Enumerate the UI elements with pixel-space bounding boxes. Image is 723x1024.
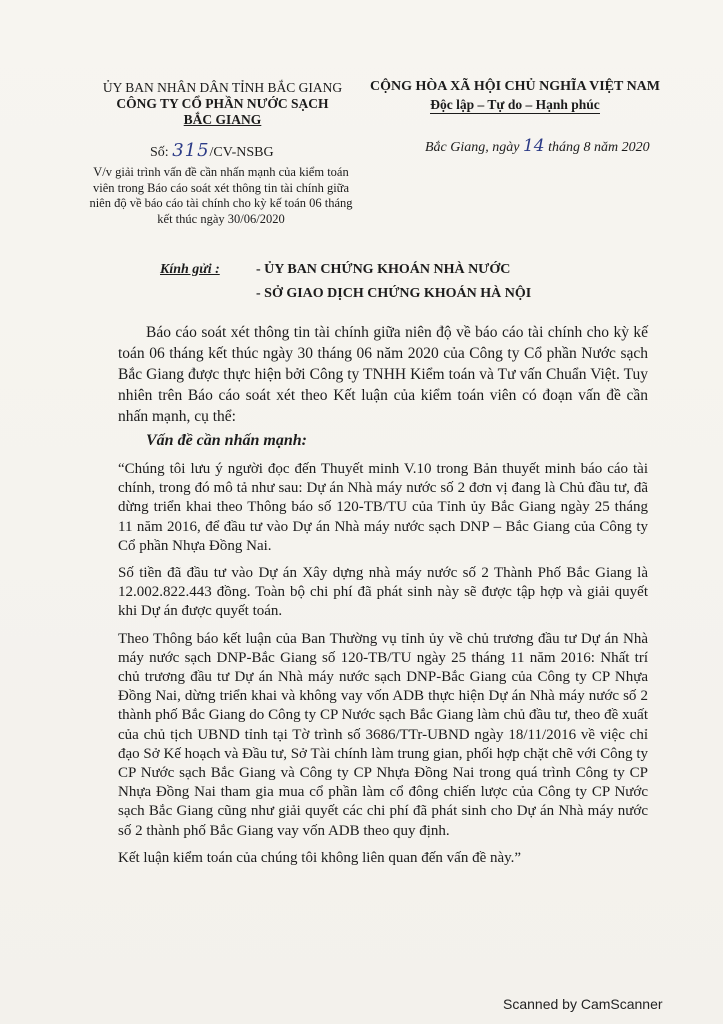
recipients-label: Kính gửi : (160, 262, 220, 277)
document-number-suffix: /CV-NSBG (209, 145, 274, 160)
national-header (365, 78, 665, 114)
date-prefix: Bắc Giang, ngày (425, 140, 520, 155)
issuer-company-location: BẮC GIANG (183, 112, 262, 127)
document-number (150, 140, 274, 161)
quote-paragraph-2: Số tiền đã đầu tư vào Dự án Xây dựng nhà máy nước số 2 Thành Phố Bắc Giang là 12.002.822.443 đồng. Toàn bộ chi phí đã phát sinh này sẽ được tập hợp và giải quyết khi Dự án được quyết toán. (118, 565, 648, 620)
national-motto: Độc lập – Tự do – Hạnh phúc (430, 97, 600, 112)
document-date (425, 136, 650, 156)
issuer-header (95, 80, 350, 128)
document-number-handwritten: 315 (172, 140, 210, 161)
national-title: CỘNG HÒA XÃ HỘI CHỦ NGHĨA VIỆT NAM (369, 79, 660, 94)
quote-paragraph-4: Kết luận kiểm toán của chúng tôi không liên quan đến vấn đề này.” (118, 849, 522, 866)
quote-paragraph-1: “Chúng tôi lưu ý người đọc đến Thuyết minh V.10 trong Bản thuyết minh báo cáo tài chính, trong đó mô tả như sau: Dự án Nhà máy nước số 2 đơn vị đang là Chủ đầu tư, đã dừng triển khai theo Thông báo số 120-TB/TU của Tỉnh ủy Bắc Giang ngày 25 tháng 11 năm 2016, để đầu tư vào Dự án Nhà máy nước sạch DNP – Bắc Giang của Công ty Cổ phần Nhựa Đồng Nai. (118, 461, 648, 554)
quote-paragraph-3: Theo Thông báo kết luận của Ban Thường vụ tỉnh ủy về chủ trương đầu tư Dự án Nhà máy nước sạch DNP-Bắc Giang số 120-TB/TU ngày 25 tháng 11 năm 2016: Nhất trí chủ trương đầu tư Dự án Nhà máy nước sạch DNP-Bắc Giang của Công ty CP Nhựa Đồng Nai, dừng triển khai và không vay vốn ADB thực hiện Dự án Nhà máy nước số 2 thành phố Bắc Giang do Công ty CP Nước sạch Bắc Giang làm chủ đầu tư, theo đề xuất của chủ tịch UBND tỉnh tại Tờ trình số 3686/TTr-UBND ngày 18/11/2016 về việc chỉ đạo Sở Kế hoạch và Đầu tư, Sở Tài chính làm trung gian, phối hợp chặt chẽ với Công ty CP Nước sạch Bắc Giang và Công ty CP Nhựa Đồng Nai trong quá trình Công ty CP Nhựa Đồng Nai tham gia mua cổ phần làm cổ đông chiến lược của Công ty CP Nước sạch Bắc Giang cũng như giải quyết các chi phí đã phát sinh cho Dự án Nhà máy nước số 2 thành phố Bắc Giang vay vốn ADB theo quy định. (118, 630, 648, 839)
date-handwritten-day: 14 (522, 136, 545, 156)
recipient-2: - SỞ GIAO DỊCH CHỨNG KHOÁN HÀ NỘI (256, 286, 532, 301)
recipient-1: - ỦY BAN CHỨNG KHOÁN NHÀ NƯỚC (256, 262, 511, 277)
date-suffix: tháng 8 năm 2020 (548, 140, 650, 155)
issuer-company: CÔNG TY CỔ PHẦN NƯỚC SẠCH (116, 96, 329, 111)
intro-paragraph: Báo cáo soát xét thông tin tài chính giữa niên độ về báo cáo tài chính cho kỳ kế toán 06 tháng kết thúc ngày 30 tháng 06 năm 2020 của Công ty Cổ phần Nước sạch Bắc Giang được thực hiện bởi Công ty TNHH Kiểm toán và Tư vấn Chuẩn Việt. Tuy nhiên trên Báo cáo soát xét theo Kết luận của kiểm toán viên có đoạn vấn đề cần nhấn mạnh, cụ thể: (118, 324, 648, 425)
document-subject: V/v giải trình vấn đề cần nhấn mạnh của kiểm toán viên trong Báo cáo soát xét thông tin tài chính giữa niên độ về báo cáo tài chính cho kỳ kế toán 06 tháng kết thúc ngày 30/06/2020 (89, 165, 353, 226)
issuer-authority: ỦY BAN NHÂN DÂN TỈNH BẮC GIANG (102, 80, 343, 95)
emphasis-heading: Vấn đề cần nhấn mạnh: (146, 432, 307, 449)
emphasis-quote (118, 460, 648, 876)
recipients-block (160, 258, 531, 306)
scanner-watermark: Scanned by CamScanner (503, 996, 663, 1012)
document-number-prefix: Số: (150, 145, 169, 160)
